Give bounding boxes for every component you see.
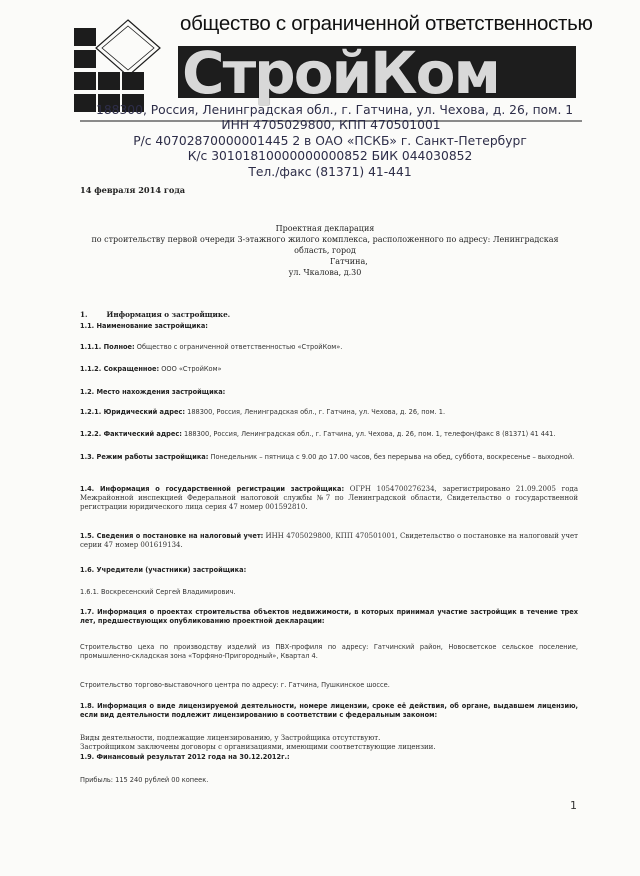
company-account: Р/с 40702870000001445 2 в ОАО «ПСКБ» г. Санкт-Петербург (133, 133, 527, 148)
title-line-1: Проектная декларация (275, 224, 375, 233)
section-1-2-1: 1.2.1. Юридический адрес: 188300, Россия, Ленинградская обл., г. Гатчина, ул. Чехова, д. 26, пом. 1. (80, 408, 446, 416)
company-type-text: общество с ограниченной ответственностью (180, 12, 593, 35)
company-logo-icon (72, 18, 164, 116)
title-line-4: ул. Чкалова, д.30 (288, 268, 362, 277)
document-date: 14 февраля 2014 года (80, 185, 186, 195)
section-1-1-1: 1.1.1. Полное: Общество с ограниченной ответственностью «СтройКом». (80, 343, 343, 351)
section-1-9: 1.9. Финансовый результат 2012 года на 30.12.2012г.: (80, 753, 290, 761)
section-1-7: 1.7. Информация о проектах строительства объектов недвижимости, в которых принимал участие застройщик в течение трех лет, предшествующих опубликованию проектной декларации: (80, 608, 578, 626)
section-1-6-1: 1.6.1. Воскресенский Сергей Владимирович. (80, 588, 236, 596)
company-phone: Тел./факс (81371) 41-441 (248, 164, 412, 179)
section-1-heading (80, 310, 578, 319)
section-1-8-text-1: Виды деятельности, подлежащие лицензированию, у Застройщика отсутствуют. (80, 734, 381, 742)
section-1-5: 1.5. Сведения о постановке на налоговый учет: ИНН 4705029800, КПП 470501001, Свидетельство о постановке на налоговый учет серии 47 номер 001619134. (80, 532, 578, 550)
section-1-3: 1.3. Режим работы застройщика: Понедельник – пятница с 9.00 до 17.00 часов, без перерыва на обед, суббота, воскресенье – выходной. (80, 453, 575, 461)
company-corr-account: К/с 30101810000000000852 БИК 044030852 (187, 149, 473, 164)
section-1-8-text-2: Застройщиком заключены договоры с организациями, имеющими соответствующие лицензии. (80, 743, 436, 751)
document-title (80, 223, 570, 278)
section-1-1: 1.1. Наименование застройщика: (80, 322, 208, 330)
section-1-title: Информация о застройщике. (106, 310, 231, 319)
title-line-2: по строительству первой очереди 3-этажного жилого комплекса, расположенного по адресу: Ленинградская область, город (91, 235, 559, 255)
section-1-number: 1. (80, 310, 88, 319)
brand-name: СтройКом (182, 39, 499, 107)
page-number: 1 (570, 799, 577, 812)
company-inn-kpp: ИНН 4705029800, КПП 470501001 (221, 118, 441, 133)
section-1-9-text: Прибыль: 115 240 рублей 00 копеек. (80, 776, 209, 784)
section-1-6: 1.6. Учредители (участники) застройщика: (80, 566, 247, 574)
section-1-7-project-1: Строительство цеха по производству изделий из ПВХ-профиля по адресу: Гатчинский район, Новосветское сельское поселение, промышленно-складская зона «Торфяно-Пригородный», Квартал 4. (80, 643, 578, 661)
section-1-1-2: 1.1.2. Сокращенное: ООО «СтройКом» (80, 365, 222, 373)
title-line-3: Гатчина, (330, 257, 368, 266)
section-1-2-2: 1.2.2. Фактический адрес: 188300, Россия, Ленинградская обл., г. Гатчина, ул. Чехова, д. 26, пом. 1, телефон/факс 8 (81371) 41 441. (80, 430, 556, 438)
company-details (96, 103, 574, 180)
company-address: 188300, Россия, Ленинградская обл., г. Гатчина, ул. Чехова, д. 26, пом. 1 (96, 103, 574, 117)
brand-logo (178, 38, 576, 108)
section-1-4: 1.4. Информация о государственной регистрации застройщика: ОГРН 1054700276234, зарегистрировано 21.09.2005 года Межрайонной инспекцией Федеральной налоговой службы №7 по Ленинградской области, Свидетельство о государственной регистрации юридического лица серия 47 номер 001592810. (80, 485, 578, 512)
section-1-2: 1.2. Место нахождения застройщика: (80, 388, 226, 396)
section-1-8: 1.8. Информация о виде лицензируемой деятельности, номере лицензии, сроке её действия, об органе, выдавшем лицензию, если вид деятельности подлежит лицензированию в соответствии с федеральным законом: (80, 702, 578, 720)
section-1-7-project-2: Строительство торгово-выставочного центра по адресу: г. Гатчина, Пушкинское шоссе. (80, 681, 390, 689)
